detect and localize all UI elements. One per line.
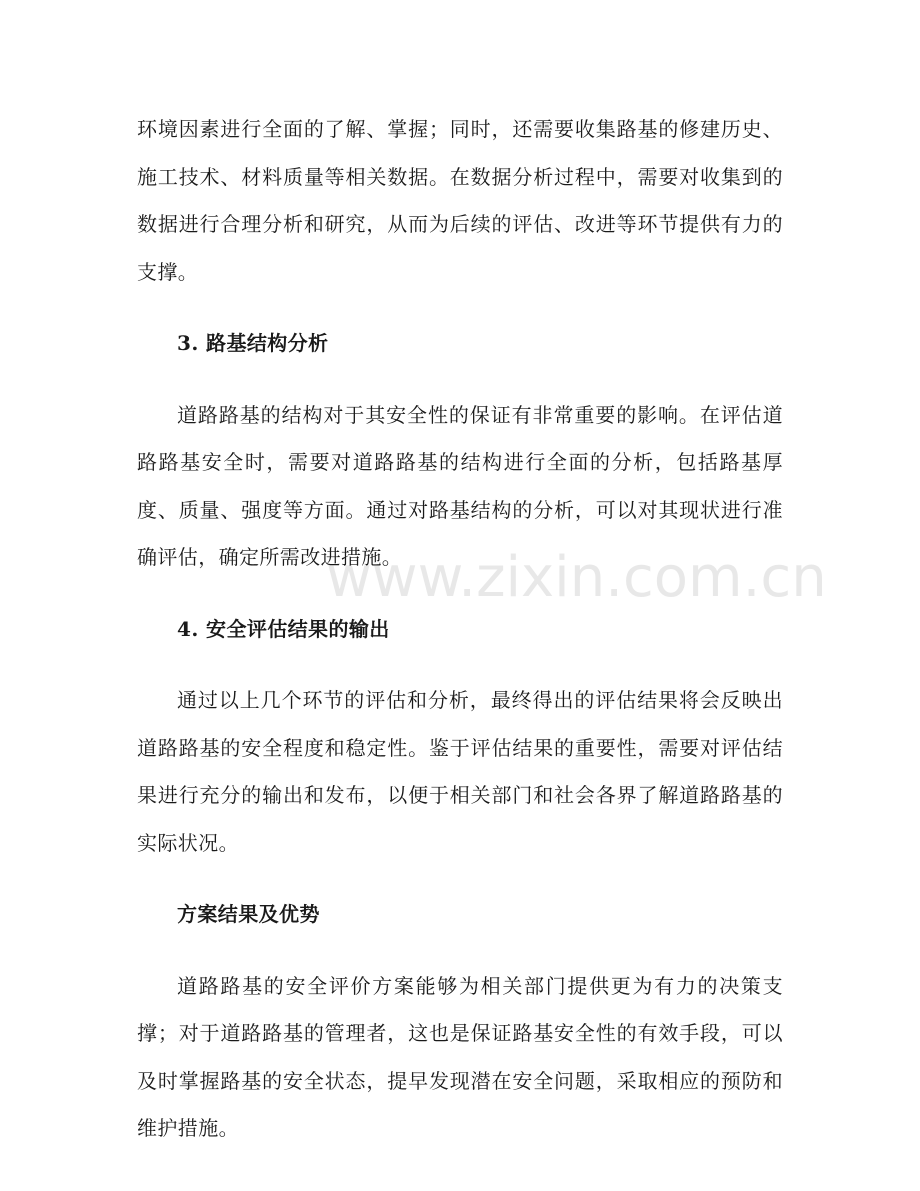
- heading-assessment-output: 4. 安全评估结果的输出: [177, 616, 390, 641]
- spacer: [137, 653, 783, 677]
- paragraph-assessment-output: 通过以上几个环节的评估和分析，最终得出的评估结果将会反映出道路路基的安全程度和稳定性。鉴于评估结果的重要性，需要对评估结果进行充分的输出和发布，以便于相关部门和社会各界了解道路路基的实际状况。: [137, 688, 783, 855]
- heading-results-advantages: 方案结果及优势: [177, 902, 320, 926]
- paragraph-structure-analysis: 道路路基的结构对于其安全性的保证有非常重要的影响。在评估道路路基安全时，需要对道路路基的结构进行全面的分析，包括路基厚度、质量、强度等方面。通过对路基结构的分析，可以对其现状进行准确评估，确定所需改进措施。: [137, 402, 783, 569]
- spacer: [137, 582, 783, 606]
- watermark: www.zixin.com.cn: [326, 545, 827, 610]
- spacer: [137, 867, 783, 891]
- spacer: [137, 296, 783, 320]
- spacer: [137, 368, 783, 392]
- paragraph-results-advantages: 道路路基的安全评价方案能够为相关部门提供更为有力的决策支撑；对于道路路基的管理者，这也是保证路基安全性的有效手段，可以及时掌握路基的安全状态，提早发现潜在安全问题，采取相应的预防和维护措施。: [137, 973, 783, 1140]
- spacer: [137, 939, 783, 963]
- document-body: [137, 106, 783, 1153]
- paragraph-data-collection: 环境因素进行全面的了解、掌握；同时，还需要收集路基的修建历史、施工技术、材料质量等相关数据。在数据分析过程中，需要对收集到的数据进行合理分析和研究，从而为后续的评估、改进等环节提供有力的支撑。: [137, 117, 783, 284]
- heading-structure-analysis: 3. 路基结构分析: [177, 331, 329, 355]
